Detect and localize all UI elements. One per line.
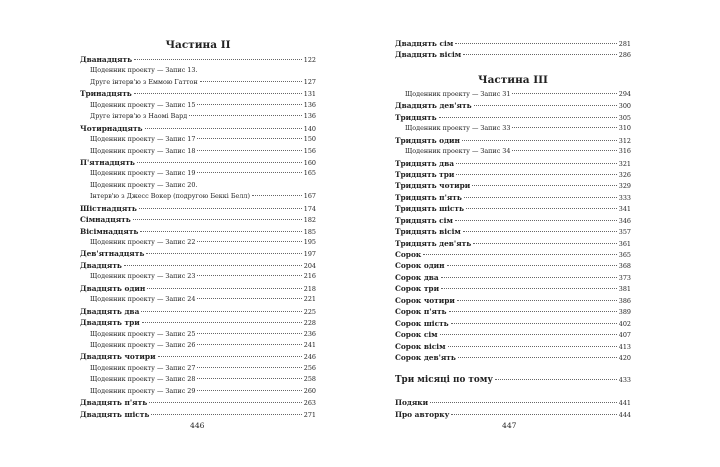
left-page [80,38,316,420]
toc-entry-page: 433 [618,376,631,385]
dot-leader [197,377,301,379]
toc-entry-page: 122 [303,56,316,64]
toc-chapter-entry[interactable] [395,226,631,237]
toc-chapter-entry[interactable] [80,226,316,237]
toc-chapter-entry[interactable] [395,192,631,203]
dot-leader [197,366,301,368]
page-number: 447 [502,421,517,430]
toc-entry-page: 271 [303,410,316,419]
toc-entry-page: 316 [618,147,631,156]
page-number: 446 [190,421,205,430]
toc-entry-page: 258 [303,375,316,384]
toc-list [395,397,631,420]
dot-leader [197,274,301,276]
toc-chapter-entry[interactable] [395,283,631,294]
toc-entry-page: 174 [303,204,316,213]
dot-leader [197,343,301,345]
toc-entry-page: 195 [303,238,316,246]
toc-chapter-entry[interactable] [80,157,316,168]
toc-entry-label: Подяки [395,398,429,408]
toc-entry-label: Щоденник проекту — Запис 22 [90,238,196,246]
toc-entry-label: Щоденник проекту — Запис 29 [90,386,196,395]
dot-leader [474,104,617,106]
toc-entry-page: 218 [303,284,316,293]
toc-sub-entry[interactable] [395,146,631,157]
toc-sub-entry[interactable] [80,386,316,397]
dot-leader [472,184,617,186]
toc-sub-entry[interactable] [80,294,316,305]
toc-sub-entry[interactable] [395,89,631,100]
toc-chapter-entry[interactable] [395,272,631,283]
dot-leader [463,53,617,55]
toc-entry-page: 236 [303,329,316,338]
toc-entry-label: Тридцять чотири [395,181,471,191]
toc-chapter-entry[interactable] [80,54,316,65]
toc-entry-page: 346 [618,216,631,225]
toc-entry-label: Щоденник проекту — Запис 24 [90,295,196,304]
toc-entry-page: 305 [618,113,631,122]
toc-sub-entry[interactable] [80,191,316,202]
toc-sub-entry[interactable] [80,329,316,340]
dot-leader [134,92,302,94]
toc-chapter-entry[interactable] [395,341,631,352]
toc-entry-label: Щоденник проекту — Запис 20. [90,180,198,189]
dot-leader [189,114,302,116]
toc-sub-entry[interactable] [80,180,316,191]
dot-leader [451,322,617,324]
dot-leader [197,297,301,299]
dot-leader [140,230,301,232]
toc-chapter-entry[interactable] [395,260,631,271]
toc-chapter-entry[interactable] [395,329,631,340]
toc-entry-label: Сорок дев'ять [395,352,456,362]
part-title: Частина ІІІ [478,73,548,86]
toc-entry-label: Сімнадцять [80,215,131,225]
dot-leader [449,310,617,312]
toc-entry-page: 136 [303,100,316,109]
toc-entry-label: Двадцять п'ять [80,398,148,408]
toc-entry-page: 368 [618,262,631,271]
dot-leader [473,242,617,244]
toc-sub-entry[interactable] [80,146,316,157]
dot-leader [142,321,302,323]
toc-entry-label: Щоденник проекту — Запис 34 [405,147,511,156]
toc-sub-entry[interactable] [80,134,316,145]
toc-entry-page: 365 [618,251,631,259]
toc-entry-label: Щоденник проекту — Запис 19 [90,169,196,178]
toc-entry-label: Щоденник проекту — Запис 28 [90,375,196,384]
toc-list [80,54,316,420]
toc-entry-label: Тридцять три [395,169,455,179]
toc-chapter-entry[interactable] [395,180,631,191]
toc-entry-page: 256 [303,363,316,372]
toc-list [395,89,631,364]
toc-entry-label: Сорок сім [395,330,438,340]
toc-entry-page: 381 [618,285,631,294]
toc-chapter-entry[interactable] [80,351,316,362]
toc-chapter-entry[interactable] [80,306,316,317]
toc-chapter-entry[interactable] [395,203,631,214]
toc-entry-label: Тридцять один [395,135,460,145]
toc-chapter-entry[interactable] [80,317,316,328]
toc-entry-label: Тринадцять [80,89,132,99]
toc-entry-label: Друге інтерв'ю з Наомі Вард [90,112,188,121]
dot-leader [451,413,616,415]
toc-entry-label: Сорок два [395,272,439,282]
toc-chapter-entry[interactable] [80,248,316,259]
toc-entry-page: 310 [618,124,631,133]
toc-entry-page: 167 [303,192,316,201]
dot-leader [134,58,302,60]
dot-leader [145,127,302,129]
toc-entry-page: 441 [618,399,631,408]
dot-leader [441,287,617,289]
dot-leader [197,171,301,173]
dot-leader [149,401,302,403]
toc-entry-page: 300 [618,102,631,111]
toc-chapter-entry[interactable] [80,203,316,214]
toc-entry-label: Двадцять шість [80,409,150,419]
toc-chapter-entry[interactable] [395,49,631,60]
toc-chapter-entry[interactable] [395,169,631,180]
toc-chapter-entry[interactable] [395,352,631,363]
toc-sub-entry[interactable] [80,168,316,179]
toc-entry-label: Щоденник проекту — Запис 26 [90,340,196,349]
toc-entry-page: 131 [303,90,316,99]
toc-entry-label: Тридцять [395,112,437,122]
dot-leader [440,333,617,335]
toc-chapter-entry[interactable] [80,283,316,294]
dot-leader [158,355,302,357]
toc-sub-entry[interactable] [80,363,316,374]
toc-entry-page: 182 [303,216,316,225]
toc-entry-label: Сорок п'ять [395,307,447,317]
toc-entry-label: Тридцять шість [395,204,465,214]
dot-leader [197,137,301,139]
toc-entry-label: Двадцять дев'ять [395,101,472,111]
toc-chapter-entry[interactable] [395,397,631,408]
toc-chapter-entry[interactable] [80,88,316,99]
dot-leader [137,161,302,163]
dot-leader [146,252,301,254]
toc-chapter-entry[interactable] [395,409,631,420]
dot-leader [462,139,617,141]
dot-leader [197,332,301,334]
dot-leader [139,207,302,209]
toc-entry-page: 294 [618,89,631,98]
toc-entry-page: 241 [303,340,316,349]
toc-entry-label: Двадцять два [80,306,140,316]
toc-entry-label: Дванадцять [80,55,133,64]
toc-list [395,38,631,61]
toc-entry-label: Про авторку [395,409,450,419]
dot-leader [512,92,616,94]
toc-chapter-entry[interactable] [395,306,631,317]
dot-leader [447,264,617,266]
toc-chapter-entry[interactable] [80,260,316,271]
dot-leader [455,219,617,221]
toc-entry-label: Шістнадцять [80,203,137,213]
toc-entry-label: Щоденник проекту — Запис 31 [405,89,511,98]
toc-entry-page: 156 [303,146,316,155]
toc-sub-entry[interactable] [80,237,316,248]
toc-sub-entry[interactable] [80,374,316,385]
toc-entry-label: Двадцять три [80,318,140,328]
toc-entry-label: Тридцять два [395,158,455,168]
toc-sub-entry[interactable] [80,77,316,88]
dot-leader [464,196,617,198]
toc-entry-page: 361 [618,239,631,248]
toc-entry-page: 216 [303,272,316,281]
toc-chapter-entry[interactable] [80,123,316,134]
toc-entry-page: 150 [303,135,316,144]
toc-entry-page: 321 [618,159,631,168]
toc-entry-label: Тридцять сім [395,215,453,225]
toc-chapter-entry[interactable] [80,214,316,225]
toc-chapter-entry[interactable] [80,409,316,420]
toc-chapter-entry[interactable] [395,295,631,306]
toc-entry-label: Вісімнадцять [80,226,139,236]
toc-entry-label: Три місяці по тому [395,375,493,386]
toc-chapter-entry[interactable] [395,215,631,226]
toc-entry-page: 444 [618,410,631,419]
toc-sub-entry[interactable] [80,65,316,76]
dot-leader [423,253,617,255]
dot-leader [456,173,616,175]
toc-chapter-entry[interactable] [395,38,631,49]
dot-leader [151,413,301,415]
toc-entry-page: 221 [303,295,316,304]
toc-chapter-entry[interactable] [395,238,631,249]
toc-entry-page: 312 [618,136,631,145]
toc-entry-label: Сорок чотири [395,295,455,305]
toc-entry-page: 386 [618,296,631,305]
toc-entry-label: Двадцять [80,260,122,270]
dot-leader [197,389,301,391]
dot-leader [448,345,617,347]
dot-leader [495,378,617,380]
toc-entry-page: 420 [618,353,631,362]
toc-entry-page: 185 [303,227,316,236]
toc-entry-page: 357 [618,228,631,237]
toc-entry-label: Щоденник проекту — Запис 13. [90,66,198,75]
toc-chapter-entry[interactable] [395,318,631,329]
toc-entry-page: 228 [303,319,316,328]
toc-entry-page: 373 [618,273,631,282]
dot-leader [141,310,301,312]
toc-sub-entry[interactable] [80,100,316,111]
toc-entry-page: 333 [618,193,631,202]
dot-leader [430,401,617,403]
toc-entry-label: Двадцять вісім [395,50,462,60]
toc-entry-label: Двадцять сім [395,39,454,48]
toc-entry-label: Тридцять дев'ять [395,238,472,248]
toc-entry-label: П'ятнадцять [80,157,135,167]
toc-entry-label: Тридцять вісім [395,227,461,237]
toc-chapter-entry[interactable] [395,158,631,169]
toc-entry-page: 281 [618,40,631,48]
toc-entry-page: 165 [303,169,316,178]
toc-entry-label: Сорок один [395,261,445,271]
toc-entry-label: Інтерв'ю з Джесс Вокер (подругою Беккі Белл) [90,192,250,201]
dot-leader [512,126,616,128]
toc-entry-page: 225 [303,307,316,316]
toc-entry-page: 402 [618,319,631,328]
dot-leader [252,194,302,196]
toc-entry-page: 341 [618,205,631,214]
dot-leader [457,299,617,301]
dot-leader [197,240,301,242]
right-page [395,38,631,420]
toc-entry-page: 263 [303,399,316,408]
toc-entry-label: Щоденник проекту — Запис 33 [405,124,511,133]
toc-entry-label: Щоденник проекту — Запис 15 [90,100,196,109]
dot-leader [512,149,616,151]
toc-entry-label: Сорок три [395,284,440,294]
toc-entry-page: 127 [303,77,316,86]
dot-leader [456,162,617,164]
toc-entry-page: 260 [303,386,316,395]
toc-entry-page: 204 [303,261,316,270]
toc-entry-page: 136 [303,112,316,121]
dot-leader [463,230,617,232]
dot-leader [124,264,302,266]
toc-entry-label: Чотирнадцять [80,123,143,133]
toc-entry-label: Сорок [395,250,422,259]
toc-entry-page: 246 [303,353,316,362]
dot-leader [197,149,301,151]
dot-leader [133,218,302,220]
toc-entry-label: Щоденник проекту — Запис 27 [90,363,196,372]
toc-entry-epilogue[interactable] [395,369,631,391]
toc-entry-page: 197 [303,250,316,259]
toc-entry-page: 286 [618,51,631,60]
dot-leader [439,116,617,118]
toc-sub-entry[interactable] [80,271,316,282]
toc-entry-label: Сорок шість [395,318,449,328]
toc-entry-label: Друге інтерв'ю з Еммою Гаттон [90,77,198,86]
toc-chapter-entry[interactable] [395,135,631,146]
toc-entry-page: 329 [618,182,631,191]
toc-entry-page: 160 [303,158,316,167]
toc-entry-page: 389 [618,308,631,317]
toc-chapter-entry[interactable] [395,112,631,123]
dot-leader [147,287,302,289]
toc-entry-label: Щоденник проекту — Запис 18 [90,146,196,155]
toc-entry-label: Двадцять один [80,283,146,293]
dot-leader [441,276,617,278]
toc-sub-entry[interactable] [395,123,631,134]
toc-entry-page: 140 [303,124,316,133]
toc-sub-entry[interactable] [80,340,316,351]
toc-chapter-entry[interactable] [395,100,631,111]
toc-entry-label: Щоденник проекту — Запис 25 [90,329,196,338]
dot-leader [458,356,617,358]
toc-chapter-entry[interactable] [80,397,316,408]
toc-sub-entry[interactable] [80,111,316,122]
dot-leader [455,42,617,44]
toc-entry-page: 326 [618,170,631,179]
toc-entry-page: 413 [618,342,631,351]
toc-entry-label: Двадцять чотири [80,352,156,362]
toc-entry-page: 407 [618,331,631,340]
toc-chapter-entry[interactable] [395,249,631,260]
dot-leader [200,80,302,82]
dot-leader [466,207,617,209]
toc-entry-label: Щоденник проекту — Запис 23 [90,272,196,281]
toc-entry-label: Тридцять п'ять [395,192,462,202]
toc-entry-label: Сорок вісім [395,341,446,351]
toc-entry-label: Щоденник проекту — Запис 17 [90,135,196,144]
toc-entry-label: Дев'ятнадцять [80,249,145,259]
part-title: Частина ІІ [165,39,231,51]
dot-leader [197,103,301,105]
